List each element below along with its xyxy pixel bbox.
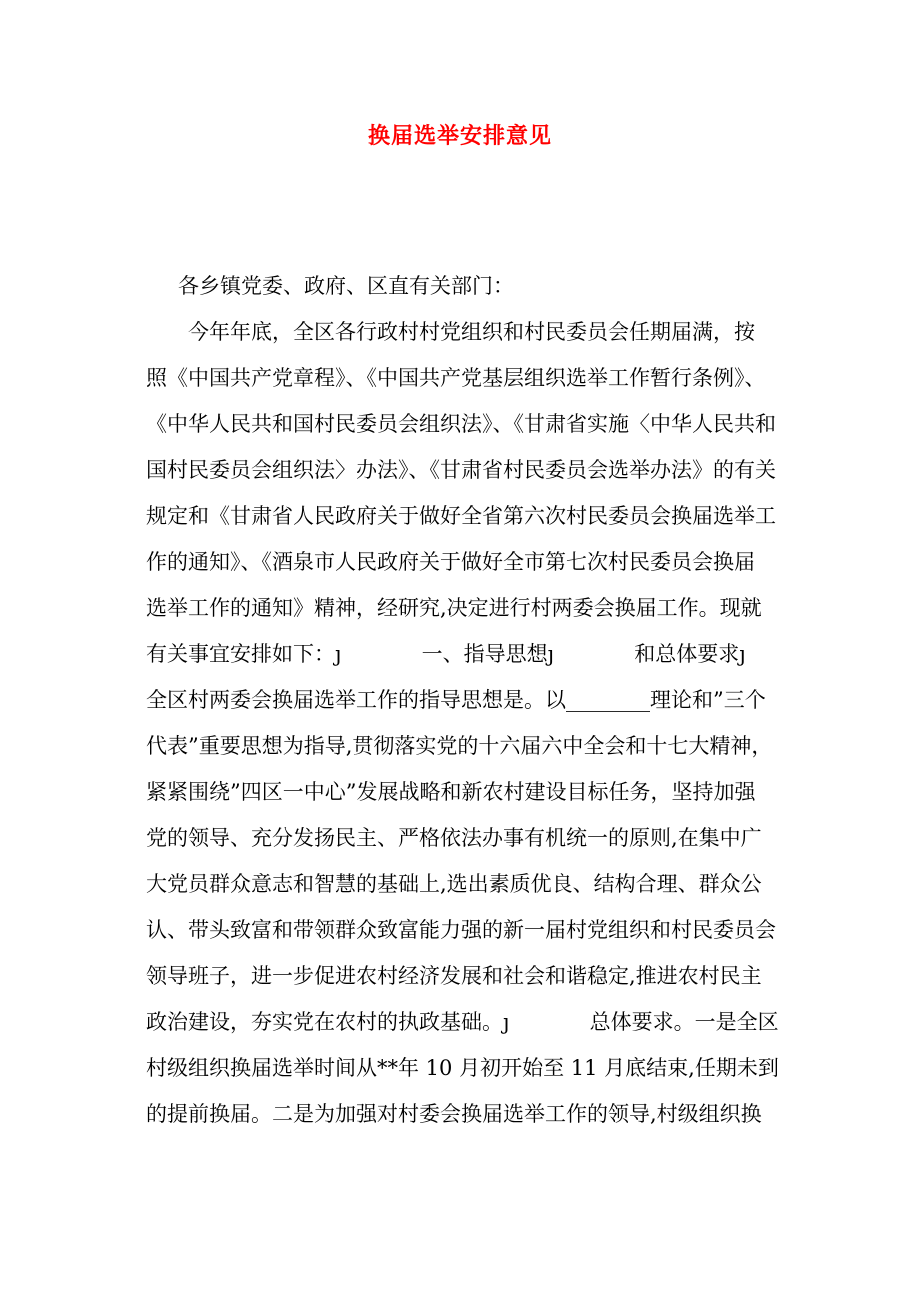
body-line: 村级组织换届选举时间从**年 10 月初开始至 11 月底结束,任期未到 <box>146 1056 779 1080</box>
body-line: 大党员群众意志和智慧的基础上,选出素质优良、结构合理、群众公 <box>146 872 762 896</box>
body-line: 政治建设，夯实党在农村的执政基础。ȷ 总体要求。一是全区 <box>146 1010 779 1034</box>
body-line: 今年年底，全区各行政村村党组织和村民委员会任期届满，按 <box>188 320 755 344</box>
body-line: 选举工作的通知》精神，经研究,决定进行村两委会换届工作。现就 <box>146 596 762 620</box>
body-line: 党的领导、充分发扬民主、严格依法办事有机统一的原则,在集中广 <box>146 826 762 850</box>
body-line: 的提前换届。二是为加强对村委会换届选举工作的领导,村级组织换 <box>146 1102 762 1126</box>
document-title: 换届选举安排意见 <box>367 123 552 149</box>
body-line: 规定和《甘肃省人民政府关于做好全省第六次村民委员会换届选举工 <box>146 504 776 528</box>
salutation-line: 各乡镇党委、政府、区直有关部门： <box>178 274 514 298</box>
body-line: 代表”重要思想为指导,贯彻落实党的十六届六中全会和十七大精神， <box>146 734 773 758</box>
body-line: 紧紧围绕”四区一中心”发展战略和新农村建设目标任务，坚持加强 <box>146 780 756 804</box>
body-line: 照《中国共产党章程》、《中国共产党基层组织选举工作暂行条例》、 <box>146 366 766 390</box>
body-line: 《中华人民共和国村民委员会组织法》、《甘肃省实施〈中华人民共和 <box>146 412 776 436</box>
body-line: 作的通知》、《酒泉市人民政府关于做好全市第七次村民委员会换届 <box>146 550 755 574</box>
body-line: 认、带头致富和带领群众致富能力强的新一届村党组织和村民委员会 <box>146 918 776 942</box>
body-line: 领导班子，进一步促进农村经济发展和社会和谐稳定,推进农村民主 <box>146 964 762 988</box>
body-line: 有关事宜安排如下：ȷ 一、指导思想ȷ 和总体要求ȷ <box>146 642 746 666</box>
body-line: 全区村两委会换届选举工作的指导思想是。以________理论和”三个 <box>146 688 766 712</box>
body-line: 国村民委员会组织法〉办法》、《甘肃省村民委员会选举办法》的有关 <box>146 458 776 482</box>
